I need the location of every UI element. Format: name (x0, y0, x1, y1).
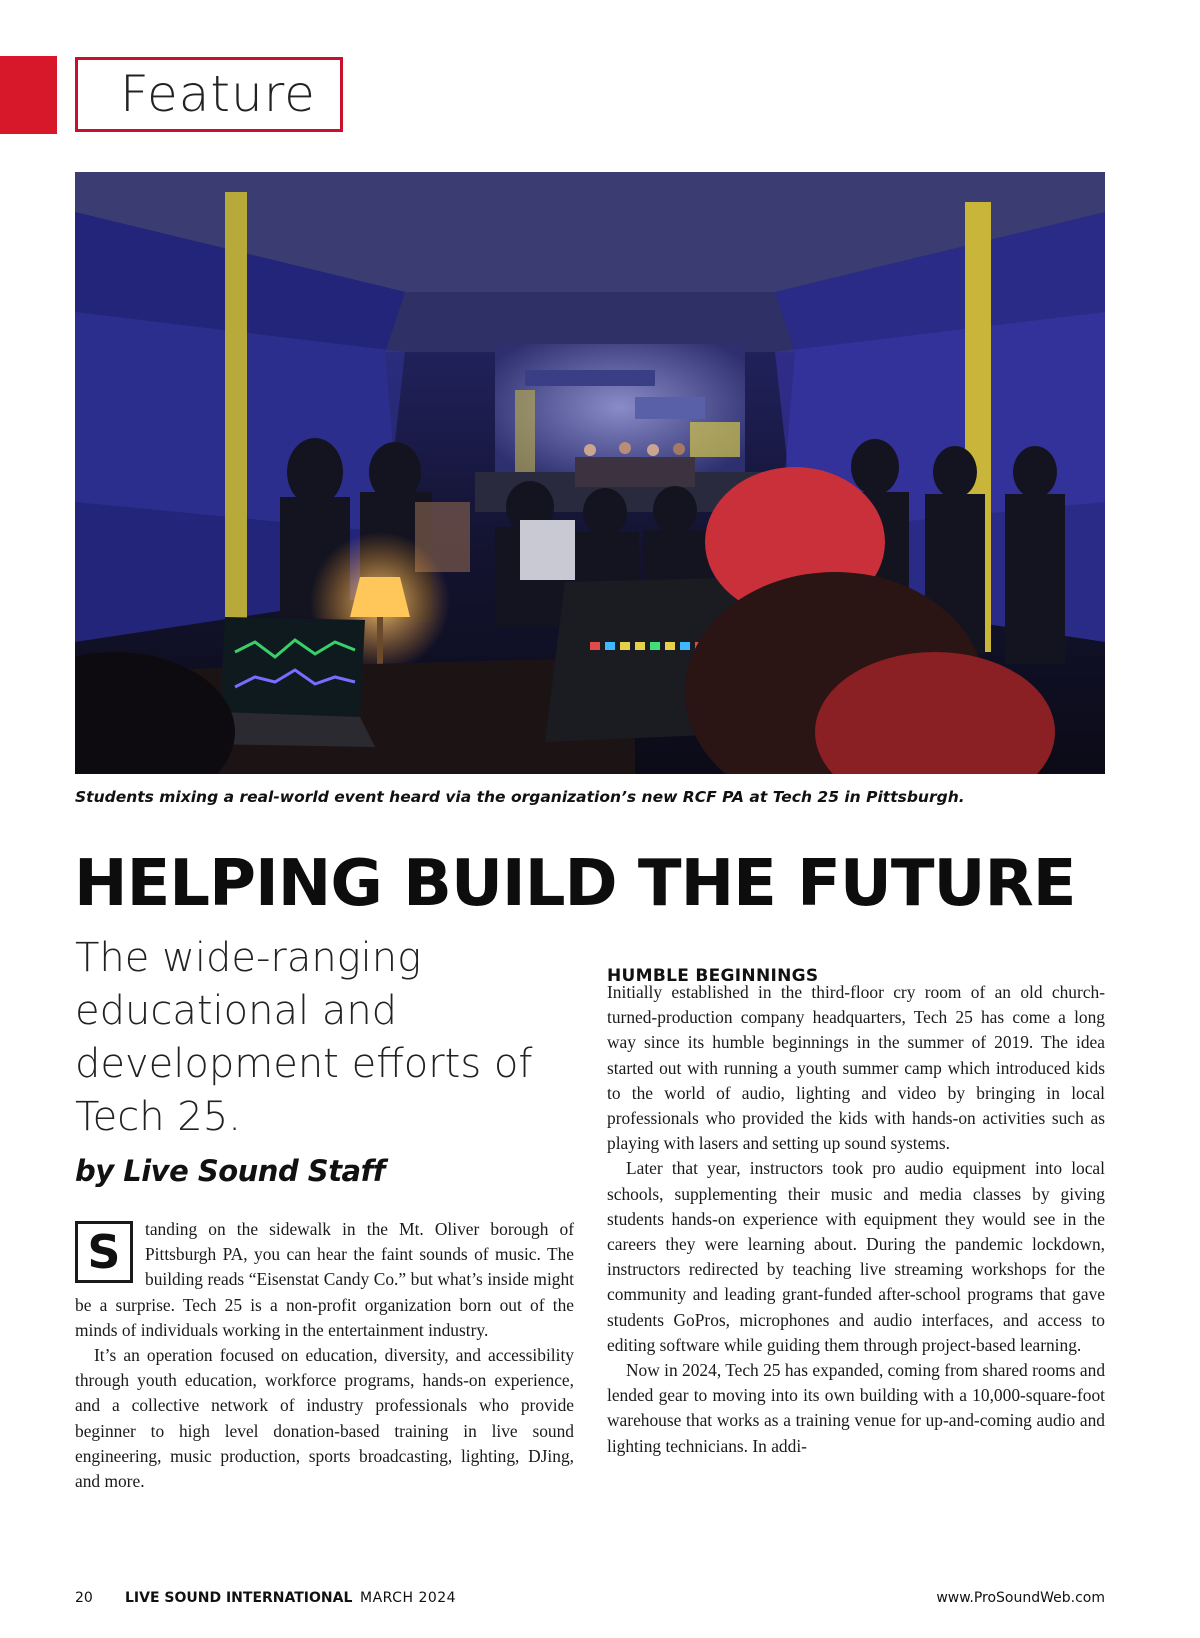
issue-date: MARCH 2024 (360, 1590, 457, 1606)
body-paragraph: Later that year, instructors took pro audio equipment into local schools, supplementing their music and media classes by giving students hands-on experience with equipment they would see in the careers they were learning about. During the pandemic lockdown, instructors redirected by teaching live streaming workshops for the community and leading grant-funded after-school programs that gave students GoPros, microphones and audio interfaces, and access to editing software while guiding them through project-based learning. (607, 1158, 1105, 1355)
website-link[interactable]: www.ProSoundWeb.com (936, 1590, 1105, 1606)
magazine-name: LIVE SOUND INTERNATIONAL (125, 1590, 353, 1606)
body-paragraph: tanding on the sidewalk in the Mt. Oliver borough of Pittsburgh PA, you can hear the faint sounds of music. The building reads “Eisenstat Candy Co.” but what’s inside might be a surprise. Tech 25 is a non-profit organization born out of the minds of individuals working in the entertainment industry. (75, 1219, 574, 1340)
body-paragraph: Initially established in the third-floor cry room of an old church-turned-production company headquarters, Tech 25 has come a long way since its humble beginnings in the summer of 2019. The idea started out with running a youth summer camp which introduced kids to the world of audio, lighting and video by bringing in local professionals who provided the kids with hands-on activities such as playing with lasers and setting up sound systems. (607, 982, 1105, 1154)
left-column (75, 1217, 574, 1494)
body-paragraph: Now in 2024, Tech 25 has expanded, coming from shared rooms and lended gear to moving into its own building with a 10,000-square-foot warehouse that works as a training venue for up-and-coming audio and lighting technicians. In addi- (607, 1360, 1106, 1456)
article-deck: The wide-ranging educational and development efforts of Tech 25. (75, 935, 533, 1140)
right-column (607, 980, 1105, 1459)
event-photo-illustration (75, 172, 1105, 774)
section-color-tab (0, 56, 57, 134)
page-footer (75, 1590, 1105, 1610)
body-paragraph: It’s an operation focused on education, diversity, and accessibility through youth education, workforce programs, hands-on experience, and a collective network of industry professionals who provide beginner to high level donation-based training in live sound engineering, music production, sports broadcasting, lighting, DJing, and more. (75, 1345, 574, 1492)
article-headline: HELPING BUILD THE FUTURE (74, 847, 1076, 921)
photo-caption: Students mixing a real-world event heard via the organization’s new RCF PA at Tech 25 in Pittsburgh. (75, 788, 965, 806)
section-label: Feature (75, 57, 343, 132)
drop-cap: S (75, 1221, 133, 1283)
section-subhead: HUMBLE BEGINNINGS (607, 966, 819, 986)
event-photo (75, 172, 1105, 774)
page-number: 20 (75, 1590, 93, 1606)
article-byline: by Live Sound Staff (75, 1154, 385, 1188)
